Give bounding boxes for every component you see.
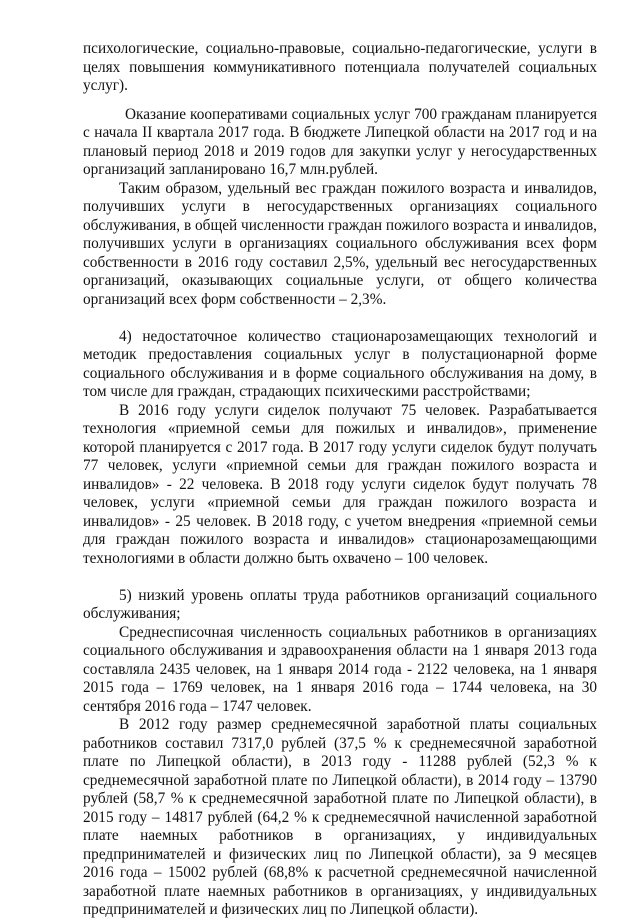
paragraph-item-5: 5) низкий уровень оплаты труда работников организаций социального обслуживания; (83, 586, 597, 622)
spacer (83, 96, 597, 106)
paragraph-continuation: психологические, социально-правовые, социально-педагогические, услуги в целях повышения коммуникативного потенциала получателей социальных услуг). (83, 40, 597, 94)
paragraph-salary: В 2012 году размер среднемесячной заработной платы социальных работников составил 7317,0 рублей (37,5 % к среднемесячной заработной плате по Липецкой области), в 2013 году - 11288 рублей (52,3 % к среднемесячной заработной плате по Липецкой области), в 2014 году – 13790 рублей (58,7 % к среднемесячной заработной плате по Липецкой области), в 2015 году – 14817 рублей (64,2 % к среднемесячной начисленной заработной плате наемных работников в организациях, у индивидуальных предпринимателей и физических лиц по Липецкой области), за 9 месяцев 2016 года – 15002 рублей (68,8% к расчетной среднемесячной начисленной заработной плате наемных работников в организациях, у индивидуальных предпринимателей и физических лиц по Липецкой области). (83, 716, 597, 918)
document-body (83, 40, 597, 920)
paragraph-headcount: Среднесписочная численность социальных работников в организациях социального обслуживания и здравоохранения области на 1 января 2013 года составляла 2435 человек, на 1 января 2014 года - 2122 человека, на 1 января 2015 года – 1769 человек, на 1 января 2016 года – 1744 человека, на 30 сентября 2016 года – 1747 человек. (83, 623, 597, 715)
spacer (83, 309, 597, 328)
paragraph-share-summary: Таким образом, удельный вес граждан пожилого возраста и инвалидов, получивших услуги в негосударственных организациях социального обслуживания, в общей численности граждан пожилого возраста и инвалидов, получивших услуги в организациях социального обслуживания всех форм собственности в 2016 году составил 2,5%, удельный вес негосударственных организаций, оказывающих социальные услуги, от общего количества организаций всех форм собственности – 2,3%. (83, 179, 597, 308)
spacer (83, 568, 597, 587)
paragraph-cooperatives: Оказание кооперативами социальных услуг 700 гражданам планируется с начала II квартала 2017 года. В бюджете Липецкой области на 2017 год и на плановый период 2018 и 2019 годов для закупки услуг у негосударственных организаций запланировано 16,7 млн.рублей. (83, 105, 597, 178)
paragraph-caregivers: В 2016 году услуги сиделок получают 75 человек. Разрабатывается технология «приемной семьи для пожилых и инвалидов», применение которой планируется с 2017 года. В 2017 году услуги сиделок будут получать 77 человек, услуги «приемной семьи для граждан пожилого возраста и инвалидов» - 22 человека. В 2018 году услуги сиделок будут получать 78 человек, услуги «приемной семьи для граждан пожилого возраста и инвалидов» - 25 человек. В 2018 году, с учетом внедрения «приемной семьи для граждан пожилого возраста и инвалидов» стационарозамещающими технологиями в области должно быть охвачено – 100 человек. (83, 401, 597, 567)
paragraph-item-4: 4) недостаточное количество стационарозамещающих технологий и методик предоставления социальных услуг в полустационарной форме социального обслуживания и в форме социального обслуживания на дому, в том числе для граждан, страдающих психическими расстройствами; (83, 327, 597, 400)
